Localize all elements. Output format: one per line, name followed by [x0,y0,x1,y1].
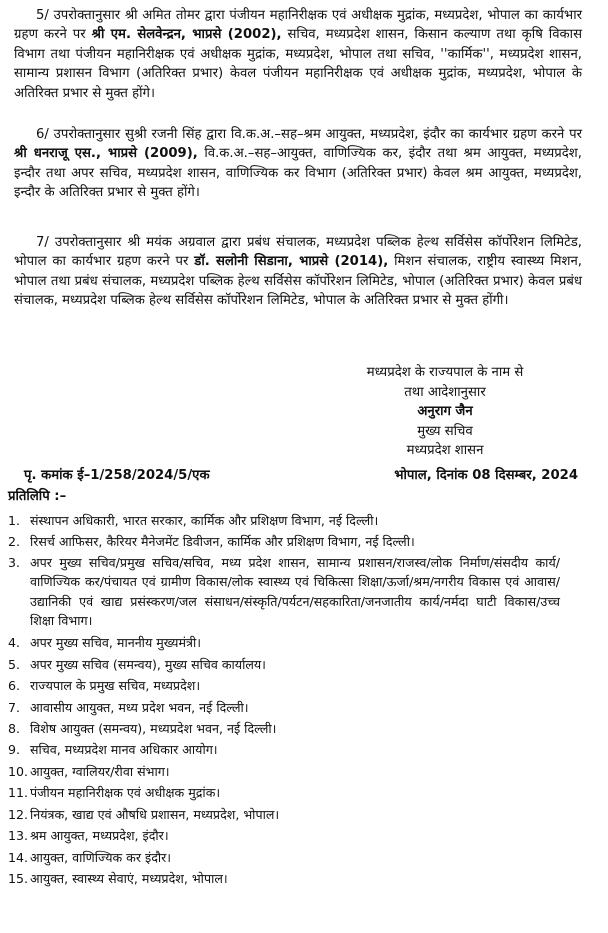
officer-name: श्री एम. सेलवेन्द्रन, भाप्रसे (2002), [91,27,282,43]
list-item: 2. रिसर्च आफिसर, कैरियर मैनेजमेंट डिवीजन, कार्मिक और प्रशिक्षण विभाग, नई दिल्ली। [8,534,415,550]
list-item: 10. आयुक्त, ग्वालियर/रीवा संभाग। [8,763,170,779]
date-line: भोपाल, दिनांक 08 दिसम्बर, 2024 [394,468,578,483]
list-item: 14. आयुक्त, वाणिज्यिक कर इंदौर। [8,849,172,865]
list-item: 3. अपर मुख्य सचिव/प्रमुख सचिव/सचिव, मध्य प्रदेश शासन, सामान्य प्रशासन/राजस्व/लोक निर्माण/संसदीय कार्य/वाणिज्यिक कर/पंचायत एवं ग्रामीण विकास/लोक स्वास्थ्य एवं चिकित्सा शिक्षा/ऊर्जा/श्रम/नगरीय विकास एवं आवास/उद्यानिकी एवं खाद्य प्रसंस्करण/जल संसाधन/संस्कृति/पर्यटन/सहकारिता/जनजातीय कार्य/नर्मदा घाटी विकास/उच्च शिक्षा विभाग। [8,554,560,629]
paragraph-text: मिशन संचालक, राष्ट्रीय स्वास्थ्य मिशन, भोपाल तथा प्रबंध संचालक, मध्यप्रदेश पब्लिक हेल्थ सर्विसेस कॉर्पोरेशन लिमिटेड, भोपाल (अतिरिक्त प्रभार) केवल प्रबंध संचालक, मध्यप्रदेश पब्लिक हेल्थ सर्विसेस कॉर्पोरेशन लिमिटेड, भोपाल के अतिरिक्त प्रभार से मुक्त होंगी। [14,254,582,309]
signatory-name: अनुराग जैन [417,404,473,420]
copy-list [0,510,560,889]
officer-name: डॉ. सलोनी सिडाना, भाप्रसे (2014), [194,254,389,270]
paragraph-text: वि.क.अ.–सह–आयुक्त, वाणिज्यिक कर, इंदौर तथा श्रम आयुक्त, मध्यप्रदेश, इन्दौर तथा अपर सचिव, मध्यप्रदेश शासन, वाणिज्यिक कर विभाग (अतिरिक्त प्रभार) केवल श्रम आयुक्त, मध्यप्रदेश, इन्दौर के अतिरिक्त प्रभार से मुक्त होंगे। [14,146,582,201]
paragraph-text: सचिव, मध्यप्रदेश शासन, किसान कल्याण तथा कृषि विकास विभाग तथा पंजीयन महानिरीक्षक एवं अधीक्षक मुद्रांक, मध्यप्रदेश, भोपाल तथा सचिव, ''कार्मिक'', मध्यप्रदेश शासन, सामान्य प्रशासन विभाग (अतिरिक्त प्रभार) केवल पंजीयन महानिरीक्षक एवं अधीक्षक मुद्रांक, मध्यप्रदेश, भोपाल के अतिरिक्त प्रभार से मुक्त होंगे। [14,27,582,101]
list-item: 9. सचिव, मध्यप्रदेश मानव अधिकार आयोग। [8,742,218,758]
list-item: 12. नियंत्रक, खाद्य एवं औषधि प्रशासन, मध्यप्रदेश, भोपाल। [8,806,280,822]
signatory-designation: मुख्य सचिव [417,423,473,439]
list-item: 13. श्रम आयुक्त, मध्यप्रदेश, इंदौर। [8,828,169,844]
list-item: 15. आयुक्त, स्वास्थ्य सेवाएं, मध्यप्रदेश, भोपाल। [8,870,228,886]
signatory-office: मध्यप्रदेश शासन [406,443,484,459]
paragraph-text: उपरोक्तानुसार श्री मयंक अग्रवाल द्वारा प्रबंध संचालक, मध्यप्रदेश पब्लिक हेल्थ सर्विसेस कॉर्पोरेशन लिमिटेड, भोपाल का कार्यभार ग्रहण करने पर [14,235,582,270]
paragraph-number: 5/ [36,8,49,23]
copy-heading: प्रतिलिपि :– [8,489,67,504]
paragraph-6 [14,125,582,203]
officer-name: श्री धनराजू एस., भाप्रसे (2009), [14,146,198,162]
signature-authority-line: मध्यप्रदेश के राज्यपाल के नाम से [366,365,524,380]
list-item: 4. अपर मुख्य सचिव, माननीय मुख्यमंत्री। [8,635,201,651]
paragraph-number: 7/ [36,235,49,250]
paragraph-5 [14,6,582,103]
list-item: 7. आवासीय आयुक्त, मध्य प्रदेश भवन, नई दिल्ली। [8,699,249,715]
signature-block [300,363,590,461]
list-item: 6. राज्यपाल के प्रमुख सचिव, मध्यप्रदेश। [8,678,201,694]
list-item: 1. संस्थापन अधिकारी, भारत सरकार, कार्मिक और प्रशिक्षण विभाग, नई दिल्ली। [8,513,379,528]
list-item: 11. पंजीयन महानिरीक्षक एवं अधीक्षक मुद्रांक। [8,785,221,801]
paragraph-number: 6/ [36,127,49,142]
list-item: 5. अपर मुख्य सचिव (समन्वय), मुख्य सचिव कार्यालय। [8,656,266,672]
paragraph-text: उपरोक्तानुसार श्री अमित तोमर द्वारा पंजीयन महानिरीक्षक एवं अधीक्षक मुद्रांक, मध्यप्रदेश, भोपाल का कार्यभार ग्रहण करने पर [14,8,582,43]
paragraph-text: उपरोक्तानुसार सुश्री रजनी सिंह द्वारा वि.क.अ.–सह–श्रम आयुक्त, मध्यप्रदेश, इंदौर का कार्यभार ग्रहण करने पर [53,127,582,142]
paragraph-7 [14,233,582,311]
signature-order-line: तथा आदेशानुसार [404,384,486,400]
reference-number: पृ. कमांक ई–1/258/2024/5/एक [24,468,210,483]
list-item: 8. विशेष आयुक्त (समन्वय), मध्यप्रदेश भवन, नई दिल्ली। [8,721,277,737]
